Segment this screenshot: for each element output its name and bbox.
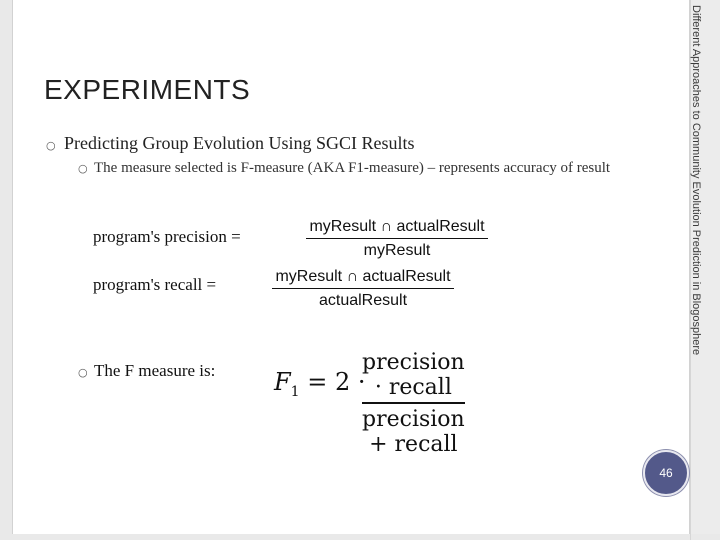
page-number-badge xyxy=(643,450,689,496)
precision-numerator: myResult ∩ actualResult xyxy=(309,218,485,235)
circle-bullet-icon: ○ xyxy=(78,366,88,379)
fmeasure-fraction xyxy=(362,350,465,457)
precision-denominator: myResult xyxy=(363,242,431,260)
fmeasure-numerator: precision · recall xyxy=(362,350,465,400)
precision-formula xyxy=(306,218,488,260)
fmeasure-var: F xyxy=(274,368,291,396)
precision-label: program's precision = xyxy=(93,227,241,246)
side-title: Different Approaches to Community Evolution Prediction in Blogosphere xyxy=(690,5,702,356)
slide-title: EXPERIMENTS xyxy=(44,74,251,105)
circle-bullet-icon: ○ xyxy=(46,139,56,152)
recall-label: program's recall = xyxy=(93,275,217,294)
fmeasure-label: The F measure is: xyxy=(94,361,216,380)
slide-bottom-border xyxy=(0,534,720,540)
slide-left-border xyxy=(0,0,13,540)
fmeasure-denominator: precision + recall xyxy=(362,406,465,457)
circle-bullet-icon: ○ xyxy=(78,162,88,175)
fraction-bar xyxy=(362,402,465,404)
fmeasure-equals: = 2 · xyxy=(299,368,366,396)
recall-denominator: actualResult xyxy=(318,292,408,310)
fmeasure-lhs xyxy=(274,368,365,400)
page-number: 46 xyxy=(659,466,673,480)
bullet-level2: The measure selected is F-measure (AKA F1-measure) – represents accuracy of result xyxy=(94,160,611,176)
recall-formula xyxy=(272,268,454,310)
recall-numerator: myResult ∩ actualResult xyxy=(275,268,451,285)
fmeasure-sub: 1 xyxy=(290,383,300,400)
bullet-level1: Predicting Group Evolution Using SGCI Results xyxy=(64,133,415,153)
